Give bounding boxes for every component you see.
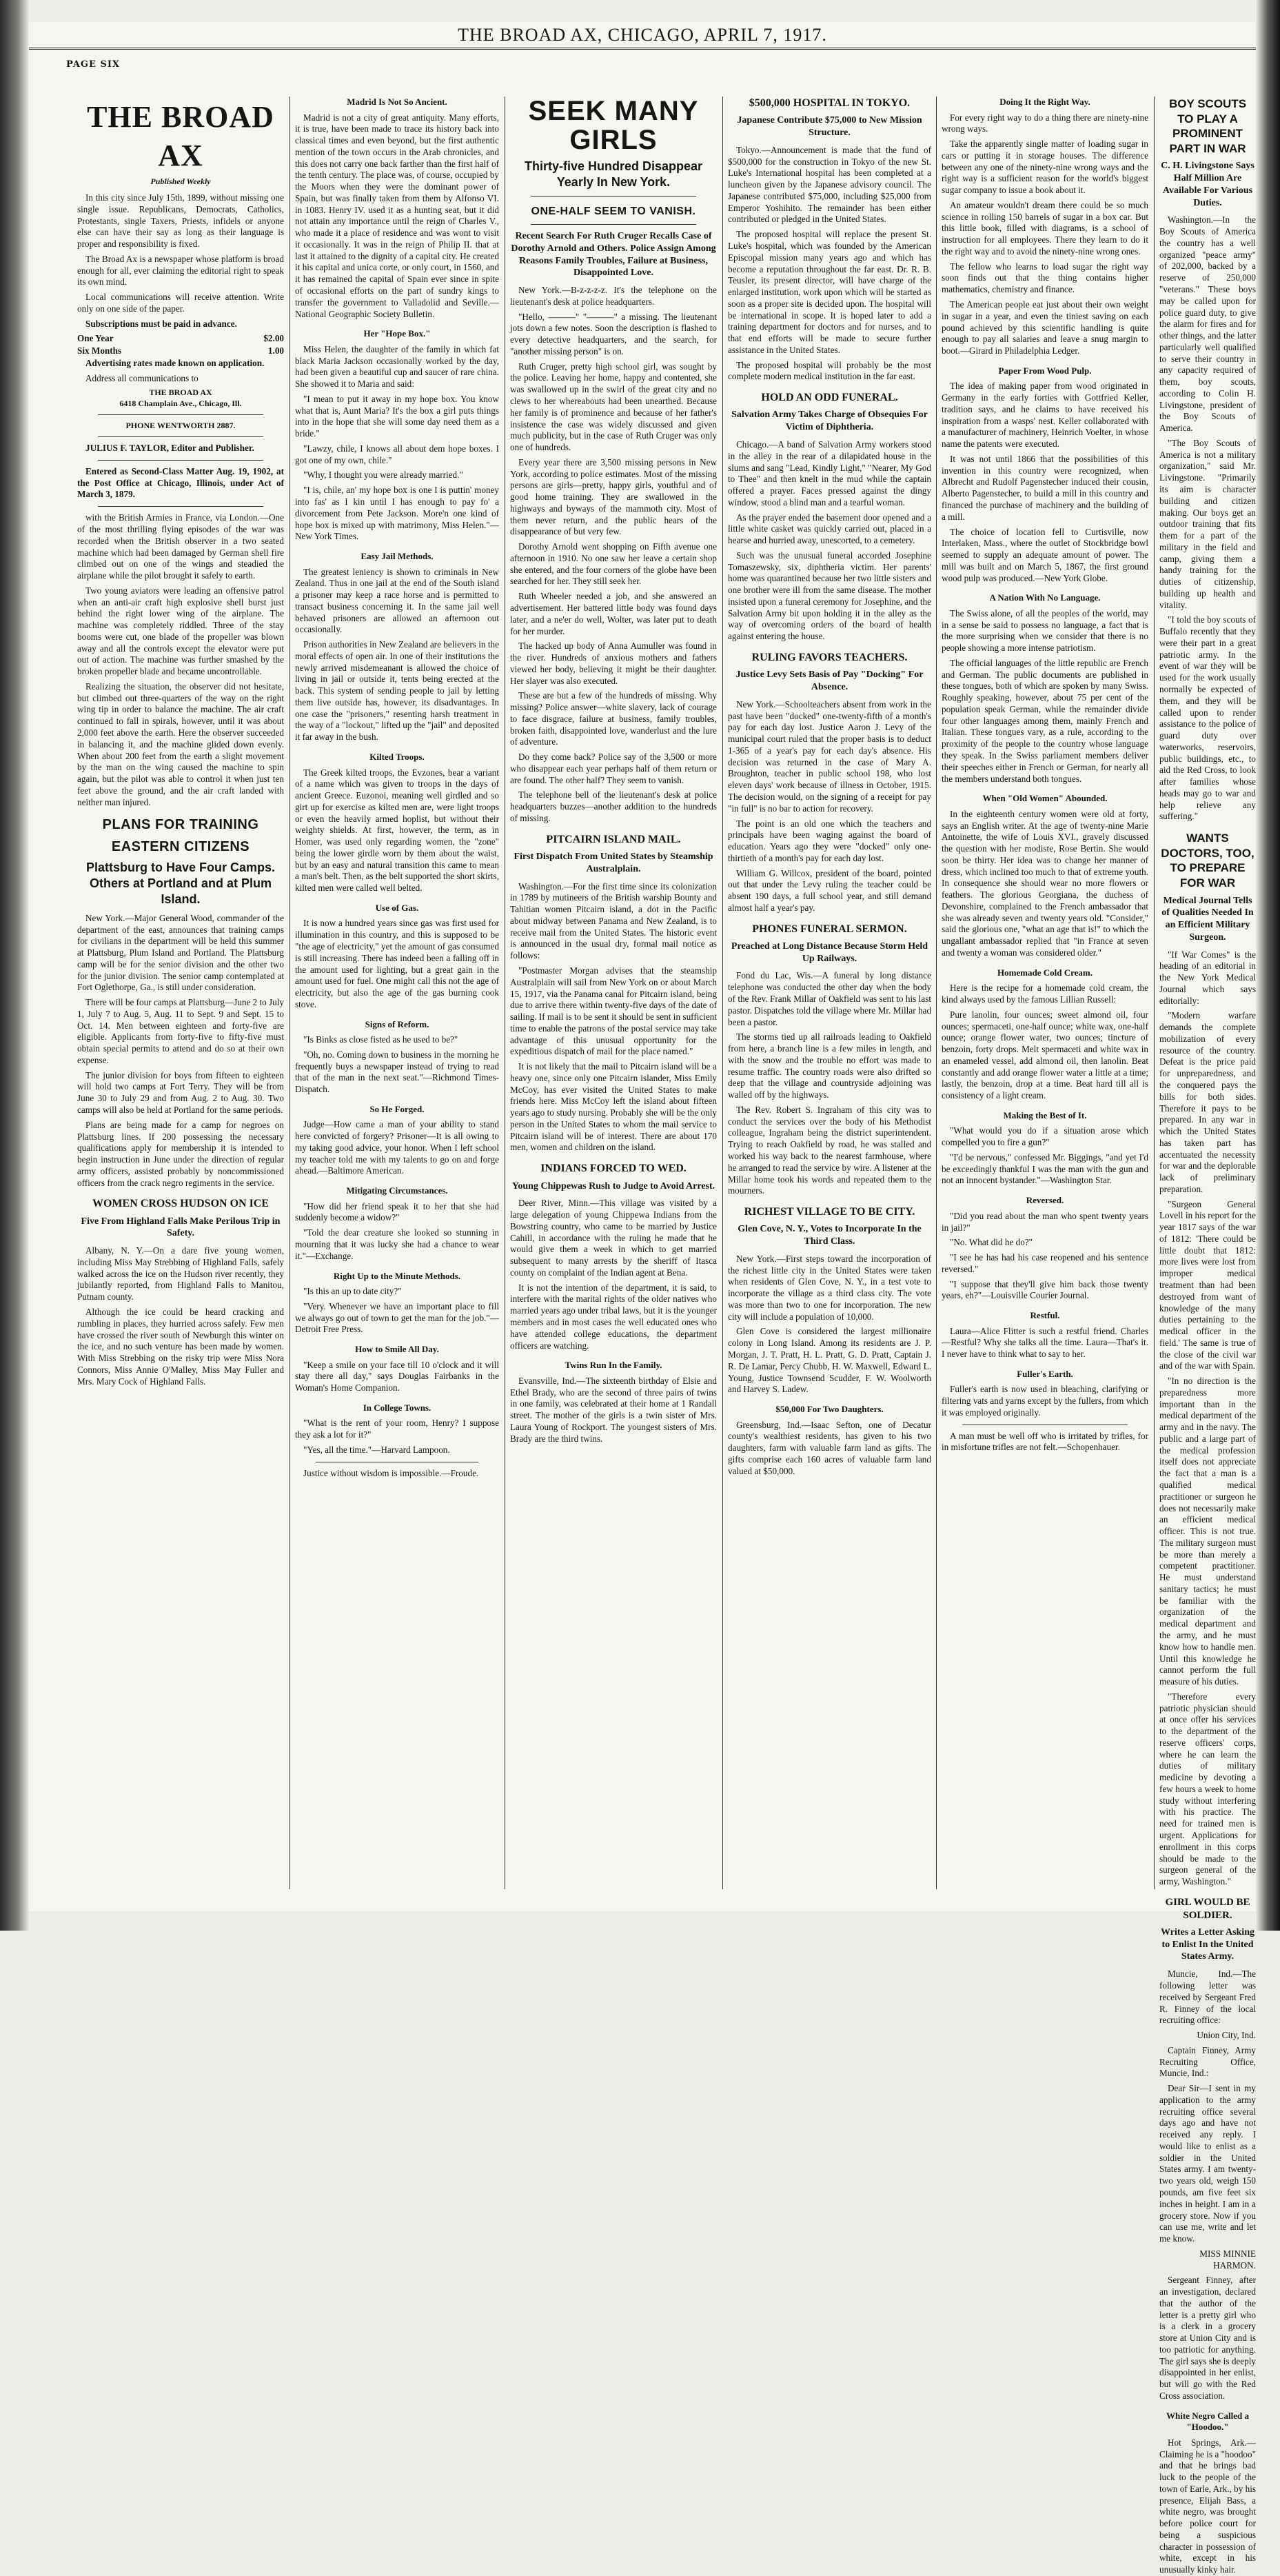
soldier-signature: MISS MINNIE HARMON. xyxy=(1199,2248,1256,2271)
soldier-para: Dear Sir—I sent in my application to the army recruiting office several days ago and have not received any reply. I would like to enlist as a soldier in the United States army. I am twenty-two years old, weigh 150 pounds, am five feet six inches in height. I am in a grocery store. Now if you can use me, write and let me know. xyxy=(1159,2083,1256,2244)
paper-headline: Paper From Wood Pulp. xyxy=(998,365,1092,376)
hospital-deck: Japanese Contribute $75,000 to New Mission Structure. xyxy=(737,115,922,139)
forged-para: Judge—How came a man of your ability to stand here convicted of forgery? Prisoner—It is all owing to my taking good advice, your honor. When I left school my teacher told me with my talents to go on and forge ahead.—Baltimore American. xyxy=(295,1119,499,1176)
sermon-para: Fond du Lac, Wis.—A funeral by long distance telephone was conducted the other day when the body of the Rev. Frank Millar of Oakfield was sent to his last pastor. Dispatches told the village where Mr. Millar had been a pastor. xyxy=(728,970,931,1027)
reversed-para: "I see he has had his case reopened and his sentence reversed." xyxy=(942,1252,1148,1274)
entered-line: Entered as Second-Class Matter Aug. 19, 1902, at the Post Office at Chicago, Illinois, under Act of March 3, 1879. xyxy=(77,465,284,500)
justice-para: Justice without wisdom is impossible.—Froude. xyxy=(303,1467,479,1478)
divider xyxy=(531,196,696,197)
teachers-headline: RULING FAVORS TEACHERS. xyxy=(751,652,908,664)
divider xyxy=(98,436,263,437)
minute-para: "Very. Whenever we have an important place to fill we always go out of town to get the man for the job."—Detroit Free Press. xyxy=(295,1300,499,1335)
girls-para: The hacked up body of Anna Aumuller was found in the river. Hundreds of anxious mothers and fathers viewed her body, believing it might be their daughter. Her slayer was also executed. xyxy=(510,641,717,686)
phone: PHONE WENTWORTH 2887. xyxy=(125,420,236,430)
mitigating-headline: Mitigating Circumstances. xyxy=(346,1185,448,1196)
girls-para: Do they come back? Police say of the 3,500 or more who disappear each year perhaps half of them return or are found. The other half? They seem to vanish. xyxy=(510,752,717,785)
hospital-para: The proposed hospital will probably be the most complete modern medical institution in the far east. xyxy=(728,359,931,382)
negro-headline: White Negro Called a "Hoodoo." xyxy=(1166,2410,1249,2433)
cream-para: Here is the recipe for a homemade cold cream, the kind always used by the famous Lillian Russell: xyxy=(942,983,1148,1005)
indians-para: Deer River, Minn.—This village was visited by a large delegation of young Chippewa Indians from the Bowstring country, who came to be married by Justice Cahill, in accordance with the ruling he made that he would give them a week in which to get married subsequent to many arrests by the sheriff of Itasca county on complaint of the Indian agent at Bena. xyxy=(510,1198,717,1278)
published-line: Published Weekly xyxy=(150,176,211,186)
girls-deck: Thirty-five Hundred Disappear Yearly In New York. xyxy=(524,159,703,189)
soldier-deck: Writes a Letter Asking to Enlist In the United States Army. xyxy=(1161,1926,1254,1962)
sermon-para: The Rev. Robert S. Ingraham of this city was to conduct the services over the body of his Methodist colleague, Ingraham being the district superintendent. Trying to reach Oakfield by road, he was stalled and worked his way back to the nearest farmhouse, where he arranged to read the service by wire. A listener at the Millar home took his words and repeated them to the mourners. xyxy=(728,1104,931,1196)
cream-para: Pure lanolin, four ounces; sweet almond oil, four ounces; spermaceti, one-half ounce; white wax, one-half ounce; orange flower water, two ounces; tincture of benzoin, forty drops. Melt spermaceti and white wax in an enameled vessel, add almond oil, then lanolin. Beat constantly and add orange flower water a little at a time; lastly, the benzoin, drop at a time. Beat hard till all is consistency of a light cream. xyxy=(942,1009,1148,1101)
smile-para: "Keep a smile on your face till 10 o'clock and it will stay there all day," says Douglas Fairbanks in the Woman's Home Companion. xyxy=(295,1359,499,1393)
soldier-para: Captain Finney, Army Recruiting Office, Muncie, Ind.: xyxy=(1159,2044,1256,2079)
plans-para: New York.—Major General Wood, commander of the department of the east, announces that training camps for civilians in the department will be held this summer at Plattsburg, Plum Island and Portland. The Plattsburg camp will be for the senior division and the other two for the junior division. The senior camp contemplated at Fort Oglethorpe, Ga., is still under consideration. xyxy=(77,912,284,993)
column-3 xyxy=(510,97,717,1889)
gas-headline: Use of Gas. xyxy=(375,902,419,913)
column-rule xyxy=(722,97,723,1889)
doctors-para: "Therefore every patriotic physician should at once offer his services to the department of the reserve officers' corps, where he can learn the duties of military medicine by devoting a few hours a week to home study without interfering with his practice. The need for trained men is urgent. Applications for enrollment in this corps should be made to the surgeon general of the army, Washington." xyxy=(1159,1691,1256,1887)
rightway-para: An amateur wouldn't dream there could be so much science in rolling 150 barrels of sugar in a box car. But this little book, filled with diagrams, is a school of instruction for all employees. There they learn to do it the right way and to avoid the ninety-nine wrong ones. xyxy=(942,199,1148,256)
funeral-para: As the prayer ended the basement door opened and a little white casket was quickly carried out, placed in a hearse and hurried away, unescorted, to a cemetery. xyxy=(728,512,931,546)
nolanguage-headline: A Nation With No Language. xyxy=(989,592,1101,603)
girls-para: The telephone bell of the lieutenant's desk at police headquarters buzzes—another addition to the hundreds of missing. xyxy=(510,789,717,824)
nameplate: THE BROAD AX xyxy=(87,100,274,172)
gas-para: It is now a hundred years since gas was first used for illumination in this country, and this is supposed to be "the age of electricity," yet the amount of gas consumed is still increasing. There has indeed been a falling off in the amount used for lighting, but a great gain in the amount used for fuel. One might call this not the age of electricity, but also the age of the gas burning cook stove. xyxy=(295,918,499,1009)
advertising-text: Advertising rates made known on application. xyxy=(85,357,265,368)
teachers-deck: Justice Levy Sets Basis of Pay "Docking" For Absence. xyxy=(735,670,924,693)
soldier-place: Union City, Ind. xyxy=(1197,2030,1256,2041)
indians-para: It is not the intention of the department, it is said, to interfere with the marital rights of the older natives who married years ago under tribal laws, but it is the younger members and in most cases the well educated ones who have attended college educations, the department officers are watching. xyxy=(510,1282,717,1351)
madrid-headline: Madrid Is Not So Ancient. xyxy=(347,97,447,107)
subscription-six-months: Six Months 1.00 xyxy=(77,345,284,356)
paper-para: The idea of making paper from wood originated in Germany in the early forties with Gottfried Keller, tradition says, and he claims to have received his inspiration from a wasps' nest. Keller collaborated with a manufacturer of machinery, Heinrich Voelter, in whose name the patents were executed. xyxy=(942,381,1148,450)
girls-para: Every year there are 3,500 missing persons in New York, according to police estimates. Most of the missing persons are girls—pretty, happy girls, youthful and of good home training. They are swallowed in the highways and byways of the mammoth city. Most of them never return, and the public hears of the disappearance of but very few. xyxy=(510,456,717,537)
schopenhauer-para: A man must be well off who is irritated by trifles, for in misfortune trifles are not felt.—Schopenhauer. xyxy=(942,1430,1148,1453)
signs-para: "Oh, no. Coming down to business in the morning he frequently buys a newspaper instead of trying to read that of the man in the next seat."—Richmond Times-Dispatch. xyxy=(295,1049,499,1095)
college-para: "What is the rent of your room, Henry? I suppose they ask a lot for it?" xyxy=(295,1418,499,1440)
girls-para: Ruth Wheeler needed a job, and she answered an advertisement. Her battered little body was found days later, and a ne'er do well, Wolter, was later put to death for her murder. xyxy=(510,591,717,636)
twins-headline: Twins Run In the Family. xyxy=(565,1360,662,1371)
richest-deck: Glen Cove, N. Y., Votes to Incorporate In the Third Class. xyxy=(738,1224,922,1247)
nolanguage-para: The official languages of the little republic are French and German. The public documents are published in these tongues, both of which are spoken by many Swiss. Roughly speaking, however, about 75 per cent of the population speak German, while the remainder divide four other languages among them, mainly French and Italian. These tongues vary, as a rule, according to the proximity of the people to the country whose language they speak. In the Swiss parliament members deliver their speeches either in French or German, for nearly all the members understand both tongues. xyxy=(942,657,1148,784)
girls-para: Dorothy Arnold went shopping on Fifth avenue one afternoon in 1910. No one saw her leave a certain shop she entered, and the four corners of the globe have been searched for her. They still seek her. xyxy=(510,541,717,587)
richest-para: New York.—First steps toward the incorporation of the richest little city in the United States were taken when residents of Glen Cove, N. Y., in a test vote to incorporate the village as a third class city. The vote was more than two to one for incorporation. The new city will include a population of 10,000. xyxy=(728,1253,931,1322)
sermon-headline: PHONES FUNERAL SERMON. xyxy=(752,923,907,935)
column-rule xyxy=(289,97,290,1889)
teachers-para: New York.—Schoolteachers absent from work in the past have been "docked" one-twenty-fifth of a month's pay for each day lost. Justice Aaron J. Levy of the municipal court ruled that the proper basis is to deduct 1-365 of a year's pay for each day's absence. His decision was returned in the case of Mary A. Broughton, teacher in public school 198, who lost eleven days' work because of illness in October, 1915. The decision would, on the signing of a receipt for pay "in full" is no bar to action for recovery. xyxy=(728,698,931,814)
richest-para: Glen Cove is considered the largest millionaire colony in Long Island. Among its residents are J. P. Morgan, J. T. Pratt, H. L. Pratt, G. D. Pratt, Captain J. R. De Lamar, Percy Chubb, H. W. Maxwell, Edward L. Young, Justice Townsend Scudder, F. W. Woolworth and Harvey S. Ladew. xyxy=(728,1326,931,1395)
scouts-para: Washington.—In the Boy Scouts of America the country has a well organized "peace army" of 202,000, backed by a reserve of 250,000 "veterans." These boys may be called upon for police guard duty, to give the alarm for fires and for other things, and the latter particularly well qualified to serve their country in any capacity required of them, boy scouts, according to Colin H. Livingstone, president of the Boy Scouts of America. xyxy=(1159,214,1256,434)
soldier-headline: GIRL WOULD BE SOLDIER. xyxy=(1165,1896,1250,1921)
divider xyxy=(98,460,263,461)
jail-para: Prison authorities in New Zealand are believers in the moral effects of open air. In one of their institutions the newly arrived misdemeanant is allowed the choice of living in jail or outside it, tents being erected at the back. This system of sending people to jail by letting them live outside has, however, its disadvantages. In one case the "prisoners," resenting harsh treatment in the way of a "lockout," lifted up the "jail" and deposited it far away in the bush. xyxy=(295,639,499,743)
minute-para: "Is this an up to date city?" xyxy=(303,1286,402,1297)
rightway-para: The American people eat just about their own weight in sugar in a year, and even the tiniest saving on each pound achieved by this scientific handling is quite enough to pay all salaries and leave a snug margin to boot.—Girard in Philadelphia Ledger. xyxy=(942,299,1148,356)
girls-para: Ruth Cruger, pretty high school girl, was sought by the police. Leaving her home, happy and contented, she was swallowed up in the swirl of the great city and no clews to her whereabouts had been unearthed. Because her family is of prominence and because of her father's insistence the case was widely discussed and given much publicity, but in the case of Ruth Cruger was only one of hundreds. xyxy=(510,361,717,453)
column-4 xyxy=(728,97,931,1889)
indians-headline: INDIANS FORCED TO WED. xyxy=(540,1163,687,1175)
hopebox-para: "Lawzy, chile, I knows all about dem hope boxes. I got one of my own, chile." xyxy=(295,443,499,465)
army-story-2: Two young aviators were leading an offensive patrol when an anti-air craft high explosive shell burst just behind the right lower wing of the airplane. The machine was completely riddled. Three of the stay booms were cut, one blade of the propeller was blown away and all the controls except the elevator were put out of action. The machine was further smashed by the broken propeller blade and became uncontrollable. xyxy=(77,585,284,677)
rightway-para: For every right way to do a thing there are ninety-nine wrong ways. xyxy=(942,112,1148,134)
pitcairn-para: "Postmaster Morgan advises that the steamship Australplain will sail from New York on or about March 15, 1917, via the Panama canal for Pitcairn island, being due to arrive there within twenty-five days of the date of sailing. If mail is to be sent it should be sent in sufficient time to enable the patrons of the postal service may take advantage of this unusual opportunity for the expeditious dispatch of mail for the place named." xyxy=(510,965,717,1057)
minute-headline: Right Up to the Minute Methods. xyxy=(333,1270,461,1281)
scan-edge-right xyxy=(1256,0,1280,1931)
mitigating-para: "How did her friend speak it to her that she had suddenly become a widow?" xyxy=(295,1200,499,1223)
signs-headline: Signs of Reform. xyxy=(365,1018,429,1029)
mitigating-para: "Told the dear creature she looked so stunning in mourning that it was lucky she had a chance to wear it."—Exchange. xyxy=(295,1227,499,1261)
column-2 xyxy=(295,97,499,1889)
paper-para: It was not until 1866 that the possibilities of this invention in this country were recognized, when Albrecht and Rudolf Pagenstecher induced their cousin, Alberto Pagenstecher, to build a mill in this country and financed the purchase of machinery and the building of a mill. xyxy=(942,453,1148,522)
column-1 xyxy=(77,97,284,1889)
jail-headline: Easy Jail Methods. xyxy=(360,551,434,562)
doctors-para: "Surgeon General Lovell in his report for the year 1817 says of the war of 1812: 'There could be little doubt that 1812: more lives were lost from improper medical treatment than had been destroyed from want of knowledge of the many duties pertaining to the medical officer in the field.' The same is true of the close of the civil war and of the war with Spain. xyxy=(1159,1198,1256,1371)
restful-para: Laura—Alice Flitter is such a restful friend. Charles—Restful? Why she talks all the time. Laura—That's it. I never have to think what to say to her. xyxy=(942,1325,1148,1360)
pitcairn-deck: First Dispatch From United States by Steamship Australplain. xyxy=(514,852,713,874)
army-story-3: Realizing the situation, the observer did not hesitate, but climbed out three-quarters of the way on the right wing tip in order to balance the machine. The air craft continued to fall in spirals, however, until it was about 2,000 feet above the earth. Here the observer succeeded in balancing it, and the machine glided down evenly. When about 200 feet from the earth a slight movement by the man on the wing caused the machine to spin again, but the pilot was able to control it when just ten feet above the ground, and the air craft landed with neither man injured. xyxy=(77,681,284,807)
pitcairn-para: It is not likely that the mail to Pitcairn island will be a heavy one, since only one Pitcairn islander, Miss Emily McCoy, has ever visited the United States to make friends here. Miss McCoy left the island about fifteen years ago to study nursing. Probably she will be the only person in the United States to whom the mail service to Pitcairn island will be of interest. There are about 170 men, women and children on the island. xyxy=(510,1061,717,1153)
hopebox-para: "I is, chile, an' my hope box is one I is puttin' money into fas' as I kin until I has enough to pay fo' a divorcement from Pete Jackson. More'n one kind of hope box is mixed up with matrimony, Miss Helen."—New York Times. xyxy=(295,485,499,542)
teachers-para: The point is an old one which the teachers and principals have been waging against the board of education. Years ago they were "docked" only one-thirtieth of a month's pay for each day lost. xyxy=(728,818,931,863)
divider xyxy=(531,224,696,225)
college-para: "Yes, all the time."—Harvard Lampoon. xyxy=(303,1444,450,1455)
reversed-para: "No. What did he do?" xyxy=(950,1237,1033,1248)
fuller-para: Fuller's earth is now used in bleaching, clarifying or filtering vats and yarns except by the fullers, from which it was employed originally. xyxy=(942,1384,1148,1418)
hopebox-headline: Her "Hope Box." xyxy=(363,328,431,339)
column-rule xyxy=(936,97,937,1889)
divider xyxy=(98,414,263,415)
reversed-para: "Did you read about the man who spent twenty years in jail?" xyxy=(942,1210,1148,1233)
hudson-headline: WOMEN CROSS HUDSON ON ICE xyxy=(92,1198,270,1210)
plans-deck: Plattsburg to Have Four Camps. Others at Portland and at Plum Island. xyxy=(85,861,276,906)
hospital-para: Tokyo.—Announcement is made that the fund of $500,000 for the construction in Tokyo of the new St. Luke's International hospital has been completed at a luncheon given by the Japanese advisory council. The Japanese contributed $75,000, including $25,000 from Emperor Yoshihito. The remainder has been either contributed or pledged in the United States. xyxy=(728,144,931,225)
reversed-para: "I suppose that they'll give him back those twenty years, eh?"—Louisville Courier Journal. xyxy=(942,1278,1148,1301)
scouts-headline: BOY SCOUTS TO PLAY A PROMINENT PART IN WAR xyxy=(1168,97,1247,155)
doctors-para: "If War Comes" is the heading of an editorial in the New York Medical Journal which says editorially: xyxy=(1159,949,1256,1006)
payment-text: Subscriptions must be paid in advance. xyxy=(85,318,237,329)
paper-text: The Broad Ax is a newspaper whose platform is broad enough for all, ever claiming the editorial right to speak its own mind. xyxy=(77,253,284,288)
daughters-para: Greensburg, Ind.—Isaac Sefton, one of Decatur county's wealthiest residents, has given to his two daughters, farm with valuable farm land as gifts. The gifts comprise each 160 acres of valuable farm land valued at $50,000. xyxy=(728,1419,931,1476)
scan-edge-left xyxy=(0,0,29,1931)
column-6 xyxy=(1159,97,1256,2575)
oldwomen-para: In the eighteenth century women were old at forty, says an English writer. At the age of twenty-nine Marie Antoinette, the wife of Louis XVI., gravely discussed the question with her modiste, Rose Bertin. She would soon be thirty. Her idea was to change her manner of dress, which inclined too much to that of extreme youth. In consequence she should wear no more flowers or feathers. The glorious Georgiana, the duchess of Devonshire, complained to the French ambassador that she was already seven and twenty years old. "Consider," said the glorious one, "what an age that is!" to which the ungallant ambassador replied that "in France at seven and twenty a woman was considered older." xyxy=(942,808,1148,958)
plans-para: The junior division for boys from fifteen to eighteen will hold two camps at Fort Terry. They will be from June 30 to July 29 and from Aug. 2 to Aug. 30. Two camps will also be held at Portland for the same periods. xyxy=(77,1069,284,1115)
scouts-para: "The Boy Scouts of America is not a military organization," said Mr. Livingstone. "Primarily its aim is character building and citizen making. Our boys get an outdoor training that fits them for a part of the military in the field and camp, giving them a handy training for the duties of citizenship, building up health and vitality. xyxy=(1159,437,1256,610)
hudson-para: Albany, N. Y.—On a dare five young women, including Miss May Strebbing of Highland Falls, safely walked across the ice on the Hudson river recently, they jubilantly reported, from Highland Falls to Manitou, Putnam county. xyxy=(77,1245,284,1302)
plans-para: Plans are being made for a camp for negroes on Plattsburg lines. If 200 possessing the necessary qualifications apply for membership it is intended to begin instruction in June under the direction of regular army officers, assisted probably by noncommissioned officers from the crack negro regiments in the service. xyxy=(77,1119,284,1188)
girls-subhead: ONE-HALF SEEM TO VANISH. xyxy=(531,205,696,217)
smile-headline: How to Smile All Day. xyxy=(355,1344,439,1355)
negro-para: Hot Springs, Ark.—Claiming he is a "hoodoo" and that he brings bad luck to the people of the town of Earle, Ark., by his presence, Elijah Bass, a white negro, was brought before police court for being a suspicious character in possession of white, except in his unusually kinky hair. xyxy=(1159,2437,1256,2575)
madrid-para: Madrid is not a city of great antiquity. Many efforts, it is true, have been made to trace its history back into classical times and even beyond, but the first authentic mention of the town occurs in the Arab chronicles, and this does not carry one back farther than the first half of the tenth century. The place was, of course, occupied by the Moors when they were the dominant power of Spain, but was finally taken from them by Alfonso VI. in 1083. Henry IV. used it as a hunting seat, but it did not attain any importance until the reign of Charles V., who made it a place of residence and was wont to visit it occasionally. It was in the reign of Philip II. that at last it attained to the dignity of a capital city. He created it his capital and unica corte, or only court, in 1560, and it has remained the capital of Spain ever since in spite of occasional efforts on the part of sundry kings to transfer the government to Valladolid and Seville.—National Geographic Society Bulletin. xyxy=(295,112,499,319)
funeral-deck: Salvation Army Takes Charge of Obsequies For Victim of Diphtheria. xyxy=(731,410,928,433)
hopebox-para: "I mean to put it away in my hope box. You know what that is, Aunt Maria? It's the box a girl puts things into in the hope that she will some day need them as a bride." xyxy=(295,393,499,439)
girls-headline: SEEK MANY GIRLS xyxy=(528,96,699,155)
college-headline: In College Towns. xyxy=(363,1402,431,1413)
hudson-deck: Five From Highland Falls Make Perilous Trip in Safety. xyxy=(81,1216,281,1239)
funeral-para: Chicago.—A band of Salvation Army workers stood in the alley in the rear of a dilapidated house in the slums and sang "Lead, Kindly Light," "Nearer, My God to Thee" and then knelt in the mud while the captain offered a prayer. Faces pressed against the dingy window, stood a blind man and a tearful woman. xyxy=(728,439,931,507)
twins-para: Evansville, Ind.—The sixteenth birthday of Elsie and Ethel Brady, who are the second of three pairs of twins in one family, was celebrated at their home at 1 Randall street. The mother of the girls is a twin sister of Mrs. Laura Young of Rockport. The youngest sisters of Mrs. Brady are the third twins. xyxy=(510,1375,717,1444)
column-5 xyxy=(942,97,1148,1889)
subscription-year: One Year $2.00 xyxy=(77,333,284,344)
address-paper-name: THE BROAD AX xyxy=(149,388,212,398)
daughters-headline: $50,000 For Two Daughters. xyxy=(775,1404,884,1415)
indians-deck: Young Chippewas Rush to Judge to Avoid Arrest. xyxy=(511,1180,715,1191)
girls-para: New York.—B-z-z-z-z. It's the telephone on the lieutenant's desk at police headquarters. xyxy=(510,285,717,307)
rightway-para: The fellow who learns to load sugar the right way soon finds out that the thing contains higher mathematics, chemistry and finance. xyxy=(942,261,1148,295)
hopebox-para: Miss Helen, the daughter of the family in which fat black Maria Jackson occasionally worked by the day, had been given a beautiful cup and saucer of rare china. She showed it to Maria and said: xyxy=(295,343,499,390)
jail-para: The greatest leniency is shown to criminals in New Zealand. Thus in one jail at the end of the South island a prisoner may keep a race horse and is permitted to transact business concerning it. In the same jail well behaved prisoners are allowed an afternoon out occasionally. xyxy=(295,566,499,635)
address-all: Address all communications to xyxy=(85,372,199,383)
signs-para: "Is Binks as close fisted as he used to be?" xyxy=(303,1034,458,1045)
address-street: 6418 Champlain Ave., Chicago, Ill. xyxy=(119,398,242,408)
hudson-para: Although the ice could be heard cracking and rumbling in places, they hurried across safely. Few men have crossed the river south of Newburgh this winter on the ice, and no such venture has been made by women. With Miss Strebbing on the risky trip were Miss Nora Connors, Miss Annie O'Malley, Miss May Fuller and Mrs. Mary Cock of Highland Falls. xyxy=(77,1307,284,1387)
paper-para: The choice of location fell to Curtisville, now Interlaken, Mass., where the outlet of Stockbridge bowl seemed to supply an adequate amount of power. The mill was built and on March 5, 1867, the first ground wood pulp was produced.—New York Globe. xyxy=(942,526,1148,583)
scouts-deck: C. H. Livingstone Says Half Million Are Available For Various Duties. xyxy=(1161,161,1254,208)
funeral-para: Such was the unusual funeral accorded Josephine Tomaszewsky, six, diphtheria victim. Her parents' home was quarantined because her two little sisters and one brother were ill from the same disease. The mother insisted upon a funeral ceremony for Josephine, and the Salvation Army bit upon holding it in the alley as the way of overcoming orders of the board of health against entering the house. xyxy=(728,550,931,642)
soldier-para: Muncie, Ind.—The following letter was received by Sergeant Fred R. Finney of the local recruiting office: xyxy=(1159,1969,1256,2026)
hospital-para: The proposed hospital will replace the present St. Luke's hospital, which was founded by the American Episcopal mission many years ago and which has become a reputation throughout the far east. Dr. R. B. Teusler, its present director, will have charge of the enlarged institution, work upon which will be started as soon as a proper site is decided upon. The hospital will be international in scope. It is hoped later to add a training department for doctors and for nurses, and to that end efforts will be made to secure further assistance in the United States. xyxy=(728,229,931,355)
policy-text: In this city since July 15th, 1899, without missing one single issue. Republicans, Democrats, Catholics, Protestants, single Taxers, Priests, infidels or anyone else can have their say as long as their language is proper and responsibility is fixed. xyxy=(77,192,284,250)
bestofit-headline: Making the Best of It. xyxy=(1003,1109,1087,1120)
girls-para: These are but a few of the hundreds of missing. Why missing? Police answer—white slavery, lack of courage to face disgrace, failure at business, family troubles, broken faith, disappointed love, wanderlust and the lure of adventure. xyxy=(510,690,717,747)
oldwomen-headline: When "Old Women" Abounded. xyxy=(982,793,1108,804)
page-header xyxy=(29,22,1256,50)
fuller-headline: Fuller's Earth. xyxy=(1017,1368,1073,1379)
reversed-headline: Reversed. xyxy=(1026,1195,1064,1206)
pitcairn-headline: PITCAIRN ISLAND MAIL. xyxy=(546,833,681,845)
communications-text: Local communications will receive attention. Write only on one side of the paper. xyxy=(77,292,284,314)
kilted-para: The Greek kilted troops, the Evzones, bear a variant of a name which was given to troops in the days of ancient Greece. Euzonoi, meaning well girdled and so girt up for exercise as kilted men are, were light troops or even the heavily armed hoplist, but without their weighty shields. At first, however, the term, as in Homer, was used only regarding women, the "zone" being the lower girdle worn by them about the waist, but by an easy and natural transition this came to mean a man's belt. Then, as the belt supported the short skirts, kilted men were called well belted. xyxy=(295,767,499,894)
doctors-deck: Medical Journal Tells of Qualities Needed In an Efficient Military Surgeon. xyxy=(1161,895,1254,943)
editor-line: JULIUS F. TAYLOR, Editor and Publisher. xyxy=(85,443,254,454)
soldier-para: Sergeant Finney, after an investigation, declared that the author of the letter is a pretty girl who is a clerk in a grocery store at Union City and is too patriotic for anything. The girl says she is deeply disappointed in her enlist, but will go with the Red Cross association. xyxy=(1159,2275,1256,2401)
sermon-para: The storms tied up all railroads leading to Oakfield from here, a branch line is a few miles in length, and with the snow and the trouble no effort was made to resume traffic. The country roads were also drifted so deep that the village and countryside adjoining was walled off by the highways. xyxy=(728,1032,931,1100)
girls-para: "Hello, ———" "———" a missing. The lieutenant jots down a few notes. Soon the description is flashed to every detective headquarters, and the search, for "another missing person" is on. xyxy=(510,311,717,356)
doctors-headline: WANTS DOCTORS, TOO, TO PREPARE FOR WAR xyxy=(1161,832,1254,889)
doctors-para: "Modern warfare demands the complete mobilization of every resource of the country. Defeat is the price paid for unpreparedness, and the conquered pays the bills for both sides. Therefore it pays to be prepared. In any war in which the United States has taken part has accentuated the necessity for war and the deplorable lack of preliminary preparation. xyxy=(1159,1010,1256,1194)
page-folio: PAGE SIX xyxy=(66,59,121,70)
nolanguage-para: The Swiss alone, of all the peoples of the world, may in a sense be said to possess no language, a fact that is the more surprising when we consider that there is no people showing a more intense patriotism. xyxy=(942,607,1148,654)
cream-headline: Homemade Cold Cream. xyxy=(997,967,1093,978)
pitcairn-para: Washington.—For the first time since its colonization in 1789 by mutineers of the British warship Bounty and Tahitian women Pitcairn island, a dot in the Pacific about midway between Panama and New Zealand, is to receive mail from the United States. The historic event is announced in the usual dry, formal mail notice as follows: xyxy=(510,881,717,961)
forged-headline: So He Forged. xyxy=(369,1103,425,1114)
rightway-para: Take the apparently single matter of loading sugar in cars or putting it in storage houses. The difference between any one of the ninety-nine wrong ways and the right way is a sufficient reason for the world's biggest sugar company to issue a book about it. xyxy=(942,139,1148,196)
army-story: with the British Armies in France, via London.—One of the most thrilling flying episodes of the war was recorded when the British observer in a two seated machine which had been damaged by German shell fire climbed out on one of the wings and steadied the airplane while the pilot brought it safely to earth. xyxy=(77,512,284,581)
column-rule xyxy=(1154,97,1155,1889)
restful-headline: Restful. xyxy=(1030,1310,1060,1321)
girls-deck-2: Recent Search For Ruth Cruger Recalls Case of Dorothy Arnold and Others. Police Assign Among Reasons Family Troubles, Failure at Business, Disappointed Love. xyxy=(511,231,716,279)
richest-headline: RICHEST VILLAGE TO BE CITY. xyxy=(744,1206,915,1218)
running-head: THE BROAD AX, CHICAGO, APRIL 7, 1917. xyxy=(458,25,827,45)
plans-headline-1: PLANS FOR TRAINING xyxy=(102,817,259,833)
funeral-headline: HOLD AN ODD FUNERAL. xyxy=(761,392,898,404)
kilted-headline: Kilted Troops. xyxy=(369,752,425,763)
plans-para: There will be four camps at Plattsburg—June 2 to July 1, July 7 to Aug. 5, Aug. 11 to Sept. 9 and Sept. 15 to Oct. 14. Men between eighteen and forty-five are eligible. Applicants from forty-five to fifty-five must obtain special permits to attend and do so at their own expense. xyxy=(77,997,284,1065)
hospital-headline: $500,000 HOSPITAL IN TOKYO. xyxy=(749,97,911,109)
bestofit-para: "What would you do if a situation arose which compelled you to fire a gun?" xyxy=(942,1125,1148,1148)
teachers-para: William G. Willcox, president of the board, pointed out that under the Levy ruling the teacher could be absent 190 days, a full school year, and still demand almost half a year's pay. xyxy=(728,867,931,913)
scouts-para: "I told the boy scouts of Buffalo recently that they were their part in a great patriotic army. In the event of war they will be used for the work usually normally be expected of them, and they will be called upon to render assistance to the police of guard duty over waterworks, reservoirs, public buildings, etc., to aid the Red Cross, to look after families whose heads may go to war and help relieve any suffering." xyxy=(1159,614,1256,822)
plans-headline-2: EASTERN CITIZENS xyxy=(111,838,250,854)
sermon-deck: Preached at Long Distance Because Storm Held Up Railways. xyxy=(731,940,928,964)
doctors-para: "In no direction is the preparedness more important than in the medical department of the army and in the navy. The public and a large part of the medical profession itself does not appreciate the fact that a man is a qualified medical practitioner or surgeon he does not necessarily make an efficient medical officer. This is not true. The military surgeon must be more than merely a competent practitioner. He must understand sanitary tactics; he must be familiar with the organization of the medical department and the army, and he must know how to handle men. Until this knowledge he cannot perform the full measure of his duties. xyxy=(1159,1376,1256,1687)
bestofit-para: "I'd be nervous," confessed Mr. Biggings, "and yet I'd be exceedingly thankful I was the man with the gun and not an innocent bystander."—Washington Star. xyxy=(942,1151,1148,1186)
divider xyxy=(98,506,263,507)
hopebox-para: "Why, I thought you were already married." xyxy=(303,470,463,481)
rightway-headline: Doing It the Right Way. xyxy=(999,97,1090,107)
